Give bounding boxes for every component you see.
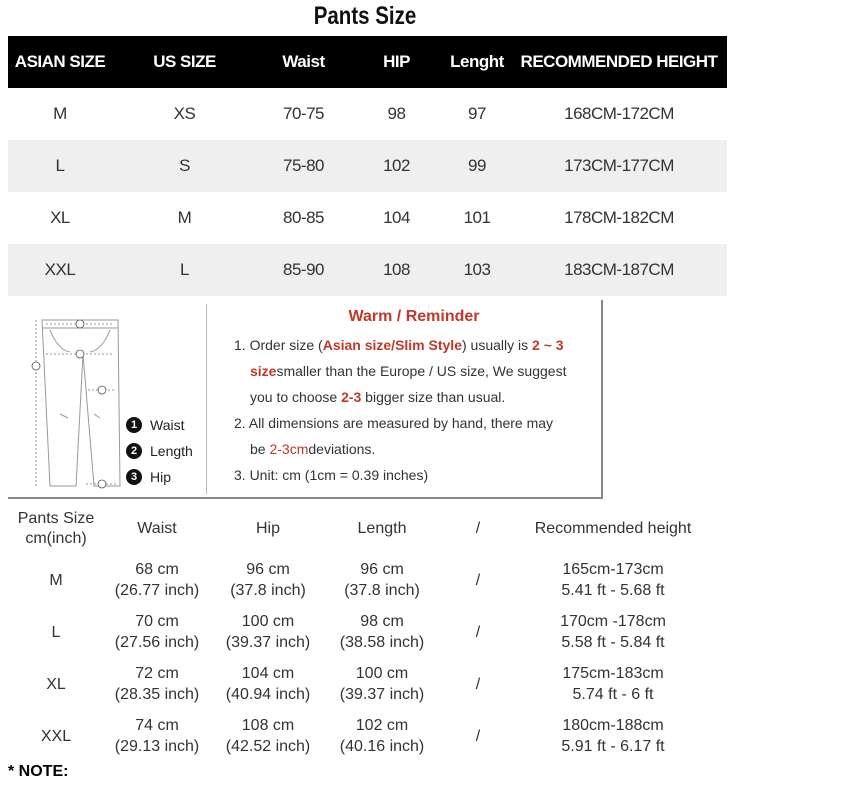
cell: 173CM-177CM: [511, 140, 727, 192]
text: 170cm -178cm: [560, 613, 666, 630]
text: 175cm-183cm: [562, 665, 664, 682]
cell: 101: [463, 208, 491, 227]
cell-height: [516, 606, 710, 658]
cell-separator: /: [475, 675, 481, 693]
cell: 99: [443, 140, 511, 192]
reminder-line: [234, 332, 594, 358]
reminder-line: 3. Unit: cm (1cm = 0.39 inches): [234, 467, 429, 483]
cell: 168CM-172CM: [564, 104, 674, 123]
header-waist: Waist: [137, 520, 177, 537]
cell-length: [324, 710, 440, 762]
text: (28.35 inch): [114, 686, 200, 703]
legend-item-waist: [126, 412, 193, 438]
panel-divider: [206, 304, 207, 494]
number-three-icon: 3: [126, 469, 142, 485]
highlight: 2 ~ 3: [532, 337, 564, 353]
text: (40.94 inch): [225, 686, 311, 703]
header-length: Lenght: [443, 36, 511, 88]
text: (29.13 inch): [114, 738, 200, 755]
cell-height: [516, 658, 710, 710]
cell: 70-75: [283, 104, 324, 123]
reminder-title: Warm / Reminder: [348, 308, 480, 325]
reminder-line: [234, 358, 594, 384]
text: 72 cm: [135, 665, 179, 682]
cell: 102: [350, 140, 443, 192]
table-row: [10, 710, 710, 762]
text: 1. Order size (: [234, 337, 323, 353]
cell-separator: /: [475, 623, 481, 641]
cm-inch-size-table: [10, 504, 710, 762]
cell-length: [324, 658, 440, 710]
table-row: [8, 140, 727, 192]
cell-waist: [102, 554, 212, 606]
cell-height: [516, 554, 710, 606]
cell: L: [112, 244, 257, 296]
cell: XL: [50, 208, 70, 227]
text: 68 cm: [135, 561, 179, 578]
number-two-icon: 2: [126, 443, 142, 459]
text: deviations.: [308, 441, 376, 457]
header-us-size: US SIZE: [112, 36, 257, 88]
table-row: [8, 192, 727, 244]
cell: XS: [173, 104, 196, 123]
legend-item-hip: [126, 464, 193, 490]
cell-hip: [212, 710, 324, 762]
asian-size-table: [8, 36, 727, 296]
cell-size: XXL: [40, 727, 72, 745]
cell: L: [8, 140, 112, 192]
table-row: [10, 606, 710, 658]
table-row: [8, 88, 727, 140]
text: (27.56 inch): [114, 634, 200, 651]
highlight: size: [250, 363, 277, 379]
text: 5.41 ft - 5.68 ft: [561, 582, 665, 599]
legend-label: Hip: [150, 469, 172, 485]
cell-waist: [102, 658, 212, 710]
number-one-icon: 1: [126, 417, 142, 433]
table-header-row: [8, 36, 727, 88]
table-row: [10, 658, 710, 710]
text: 5.74 ft - 6 ft: [572, 686, 654, 703]
text: you to choose: [250, 389, 342, 405]
header-hip: Hip: [255, 520, 280, 537]
cell-separator: /: [475, 571, 481, 589]
header-separator: /: [475, 520, 481, 537]
header-waist: Waist: [257, 36, 350, 88]
text: ) usually is: [462, 337, 533, 353]
cell-hip: [212, 554, 324, 606]
text: (38.58 inch): [339, 634, 425, 651]
cell: 75-80: [257, 140, 350, 192]
cell-hip: [212, 606, 324, 658]
text: (26.77 inch): [114, 582, 200, 599]
header-recommended-height: RECOMMENDED HEIGHT: [511, 36, 727, 88]
legend-label: Length: [150, 443, 193, 459]
text: smaller than the Europe / US size, We suggest: [276, 363, 567, 379]
header-asian-size: ASIAN SIZE: [8, 36, 112, 88]
highlight: 2-3: [341, 389, 362, 405]
cell: XXL: [8, 244, 112, 296]
text: (42.52 inch): [225, 738, 311, 755]
page-title: Pants Size: [313, 2, 417, 30]
text: (39.37 inch): [225, 634, 311, 651]
cell-waist: [102, 710, 212, 762]
text: 100 cm: [355, 665, 409, 682]
text: cm(inch): [25, 530, 87, 547]
reminder-text: [234, 308, 594, 488]
text: (40.16 inch): [339, 738, 425, 755]
cell-height: [516, 710, 710, 762]
cell: 178CM-182CM: [564, 208, 674, 227]
cell-separator: /: [475, 727, 481, 745]
text: 96 cm: [360, 561, 404, 578]
text: 5.58 ft - 5.84 ft: [561, 634, 665, 651]
cell: M: [53, 104, 67, 123]
text: 180cm-188cm: [562, 717, 664, 734]
cell-waist: [102, 606, 212, 658]
highlight: Asian size/Slim Style: [322, 337, 462, 353]
text: 98 cm: [360, 613, 404, 630]
text: (39.37 inch): [339, 686, 425, 703]
cell: 98: [387, 104, 406, 123]
legend-item-length: [126, 438, 193, 464]
reminder-line: 2. All dimensions are measured by hand, there may: [234, 415, 554, 431]
header-length: Length: [357, 520, 407, 537]
cell-size: M: [49, 571, 63, 589]
cell-size: L: [51, 623, 61, 641]
header-hip: HIP: [350, 36, 443, 88]
header-recommended-height: Recommended height: [534, 520, 692, 537]
cell-length: [324, 606, 440, 658]
cell: 85-90: [257, 244, 350, 296]
text: 96 cm: [246, 561, 290, 578]
text: 165cm-173cm: [562, 561, 664, 578]
table-row: [8, 244, 727, 296]
cell-length: [324, 554, 440, 606]
table-header-row: [10, 504, 710, 554]
text: (37.8 inch): [344, 582, 420, 599]
cell: M: [177, 208, 192, 227]
text: 102 cm: [355, 717, 409, 734]
text: 104 cm: [241, 665, 295, 682]
note-label: * NOTE:: [8, 763, 69, 780]
text: be: [250, 441, 270, 457]
cell: 97: [468, 104, 486, 123]
reminder-line: [234, 384, 594, 410]
cell: 183CM-187CM: [511, 244, 727, 296]
measurement-legend: [126, 412, 193, 490]
reminder-panel: [8, 300, 603, 499]
table-row: [10, 554, 710, 606]
text: 108 cm: [241, 717, 295, 734]
text: 5.91 ft - 6.17 ft: [561, 738, 665, 755]
highlight: 2-3cm: [269, 441, 309, 457]
legend-label: Waist: [150, 417, 185, 433]
text: bigger size than usual.: [361, 389, 506, 405]
pants-diagram-icon: [28, 314, 128, 490]
cell: S: [112, 140, 257, 192]
cell: 103: [443, 244, 511, 296]
header-pants-size: [10, 504, 102, 554]
cell-size: XL: [46, 675, 66, 693]
reminder-line: [234, 436, 594, 462]
cell: 108: [350, 244, 443, 296]
text: (37.8 inch): [230, 582, 306, 599]
text: 100 cm: [241, 613, 295, 630]
text: 70 cm: [135, 613, 179, 630]
cell: 80-85: [283, 208, 324, 227]
cell-hip: [212, 658, 324, 710]
cell: 104: [383, 208, 410, 227]
text: 74 cm: [135, 717, 179, 734]
text: Pants Size: [17, 510, 95, 527]
